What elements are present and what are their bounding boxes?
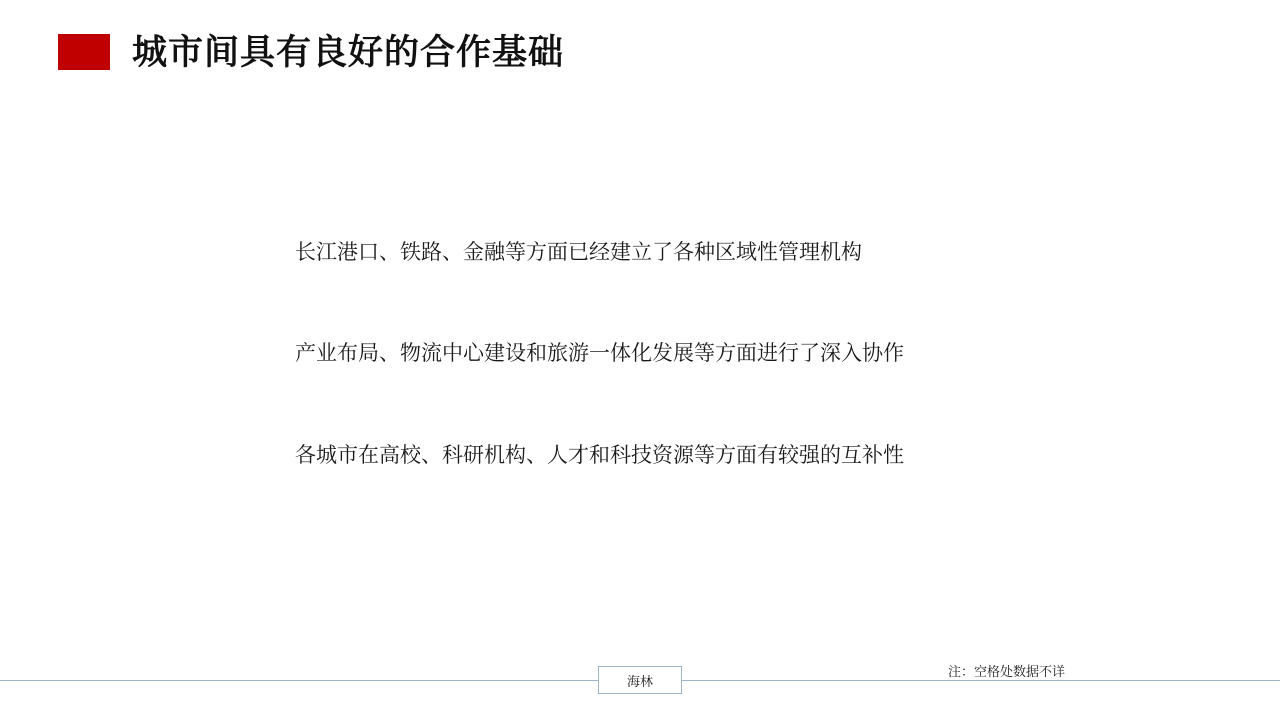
body-content — [295, 238, 1155, 470]
body-line: 产业布局、物流中心建设和旅游一体化发展等方面进行了深入协作 — [295, 342, 904, 366]
title-marker-icon — [58, 34, 110, 70]
footer-bar — [0, 666, 1280, 694]
body-line: 各城市在高校、科研机构、人才和科技资源等方面有较强的互补性 — [295, 443, 904, 467]
footer-badge: 海林 — [598, 666, 682, 694]
footer-note: 注：空格处数据不详 — [947, 664, 1065, 679]
slide-title-row — [0, 22, 1280, 82]
footer-rule-left — [0, 680, 598, 681]
footer-rule-right — [682, 680, 1280, 681]
body-line: 长江港口、铁路、金融等方面已经建立了各种区域性管理机构 — [295, 241, 862, 264]
page-title: 城市间具有良好的合作基础 — [132, 32, 565, 72]
